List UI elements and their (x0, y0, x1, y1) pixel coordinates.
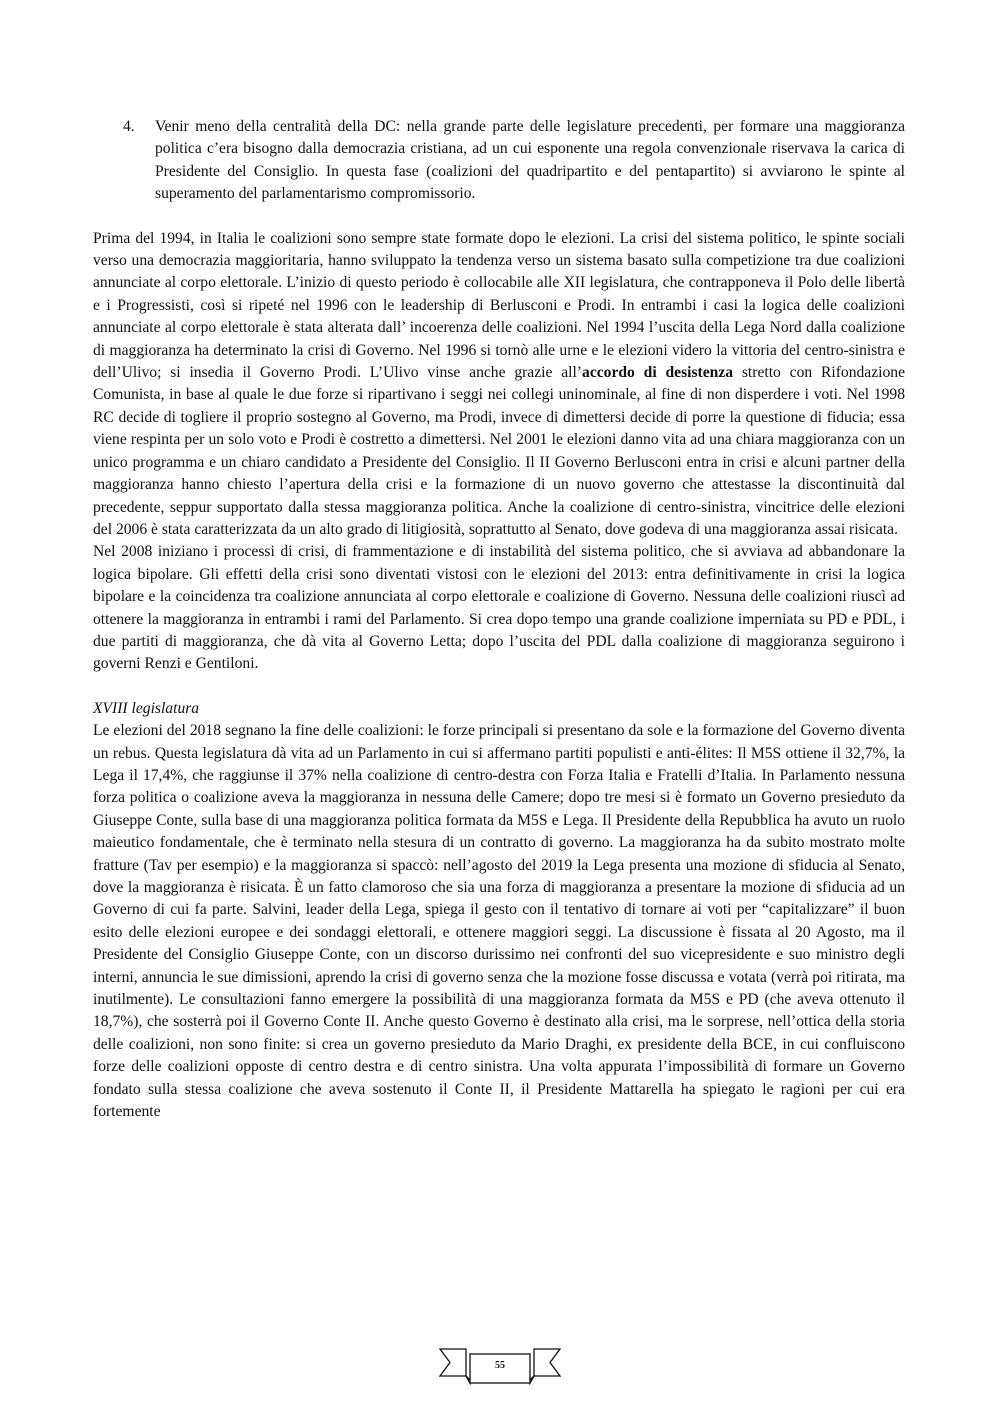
bold-term-accordo-di-desistenza: accordo di desistenza (582, 364, 734, 382)
paragraph-crisis-2008: Nel 2008 iniziano i processi di crisi, di frammentazione e di instabilità del sistema politico, che si avviava ad abbandonare la logica bipolare. Gli effetti della crisi sono diventati vistosi con le elezioni del 2013: entra definitivamente in crisi la logica bipolare e la coincidenza tra coalizione annunciata al corpo elettorale e coalizione di Governo. Nessuna delle coalizioni riuscì ad ottenere la maggioranza in entrambi i rami del Parlamento. Si crea dopo tempo una grande coalizione imperniata su PD e PDL, i due partiti di maggioranza, che dà vita al Governo Letta; dopo l’uscita del PDL dalla coalizione di maggioranza seguirono i governi Renzi e Gentiloni. (93, 543, 905, 673)
paragraph-coalitions-history (93, 228, 905, 542)
list-item-text: Venir meno della centralità della DC: nella grande parte delle legislature precedenti, per formare una maggioranza politica c’era bisogno dalla democrazia cristiana, ad un cui esponente una regola convenzionale riservava la carica di Presidente del Consiglio. In questa fase (coalizioni del quadripartito e del pentapartito) si avviarono le spinte al superamento del parlamentarismo compromissorio. (155, 118, 905, 203)
section-heading: XVIII legislatura (93, 699, 200, 717)
page-footer (0, 1346, 1000, 1392)
paragraph-text-part: Prima del 1994, in Italia le coalizioni sono sempre state formate dopo le elezioni. La crisi del sistema politico, le spinte sociali verso una democrazia maggioritaria, hanno sviluppato la tendenza verso un sistema basato sulla competizione tra due coalizioni annunciate al corpo elettorale. L’inizio di questo periodo è collocabile alle XII legislatura, che contrapponeva il Polo delle libertà e i Progressisti, così si ripeté nel 1996 con le leadership di Berlusconi e Prodi. In entrambi i casi la logica delle coalizioni annunciate al corpo elettorale è stata alterata dall’ incoerenza delle coalizioni. Nel 1994 l’uscita della Lega Nord dalla coalizione di maggioranza ha determinato la crisi di Governo. Nel 1996 si tornò alle urne e le elezioni videro la vittoria del centro-sinistra e dell’Ulivo; si insedia il Governo Prodi. L’Ulivo vinse anche grazie all’ (93, 229, 905, 382)
page-number: 55 (495, 1360, 505, 1371)
paragraph-xviii-legislatura: Le elezioni del 2018 segnano la fine delle coalizioni: le forze principali si presentano da sole e la formazione del Governo diventa un rebus. Questa legislatura dà vita ad un Parlamento in cui si affermano partiti populisti e anti-élites: Il M5S ottiene il 32,7%, la Lega il 17,4%, che raggiunse il 37% nella coalizione di centro-destra con Forza Italia e Fratelli d’Italia. In Parlamento nessuna forza politica o coalizione aveva la maggioranza in nessuna delle Camere; dopo tre mesi si è formato un Governo presieduto da Giuseppe Conte, sulla base di una maggioranza politica formata da M5S e Lega. Il Presidente della Repubblica ha avuto un ruolo maieutico fondamentale, che è terminato nella stesura di un contratto di governo. La maggioranza ha da subito mostrato molte fratture (Tav per esempio) e la maggioranza si spaccò: nell’agosto del 2019 la Lega presenta una mozione di sfiducia al Senato, dove la maggioranza è risicata. È un fatto clamoroso che sia una forza di maggioranza a presentare la mozione di sfiducia ad un Governo di cui fa parte. Salvini, leader della Lega, spiega il gesto con il tentativo di tornare ai voti per “capitalizzare” il buon esito delle elezioni europee e dei sondaggi elettorali, e ottenere maggiori seggi. La discussione è fissata al 20 Agosto, ma il Presidente del Consiglio Giuseppe Conte, con un discorso durissimo nei confronti del suo vicepresidente e suo ministro degli interni, annuncia le sue dimissioni, aprendo la crisi di governo senza che la mozione fosse discussa e votata (verrà poi ritirata, ma inutilmente). Le consultazioni fanno emergere la possibilità di una maggioranza formata da M5S e PD (che aveva ottenuto il 18,7%), che sosterrà poi il Governo Conte II. Anche questo Governo è destinato alla crisi, ma le sorprese, nell’ottica della storia delle coalizioni, non sono finite: si crea un governo presieduto da Mario Draghi, ex presidente della BCE, in cui confluiscono forze delle coalizioni opposte di centro destra e di centro sinistra. Una volta appurata l’impossibilità di formare un Governo fondato sulla stessa coalizione che aveva sostenuto il Conte II, il Presidente Mattarella ha spiegato le ragioni per cui era fortemente (93, 722, 905, 1121)
list-item-number: 4. (123, 118, 135, 135)
numbered-list-item (93, 116, 905, 206)
paragraph-text-part: stretto con Rifondazione Comunista, in base al quale le due forze si ripartivano i seggi nei collegi uninominale, al fine di non disperdere i voti. Nel 1998 RC decide di togliere il proprio sostegno al Governo, ma Prodi, invece di dimettersi decide di porre la questione di fiducia; essa viene respinta per un solo voto e Prodi è costretto a dimettersi. Nel 2001 le elezioni danno vita ad una chiara maggioranza con un unico programma e un chiaro candidato a Presidente del Consiglio. Il II Governo Berlusconi entra in crisi e alcuni partner della maggioranza hanno chiesto l’apertura della crisi e la formazione di un nuovo governo che attestasse la discontinuità dal precedente, seppur supportato dalla stessa maggioranza politica. Anche la coalizione di centro-sinistra, vincitrice delle elezioni del 2006 è stata caratterizzata da un alto grado di litigiosità, soprattutto al Senato, dove godeva di una maggioranza assai risicata. (93, 364, 905, 538)
paragraph-spacer (93, 206, 905, 228)
paragraph-spacer (93, 676, 905, 698)
page-body (93, 116, 905, 1123)
